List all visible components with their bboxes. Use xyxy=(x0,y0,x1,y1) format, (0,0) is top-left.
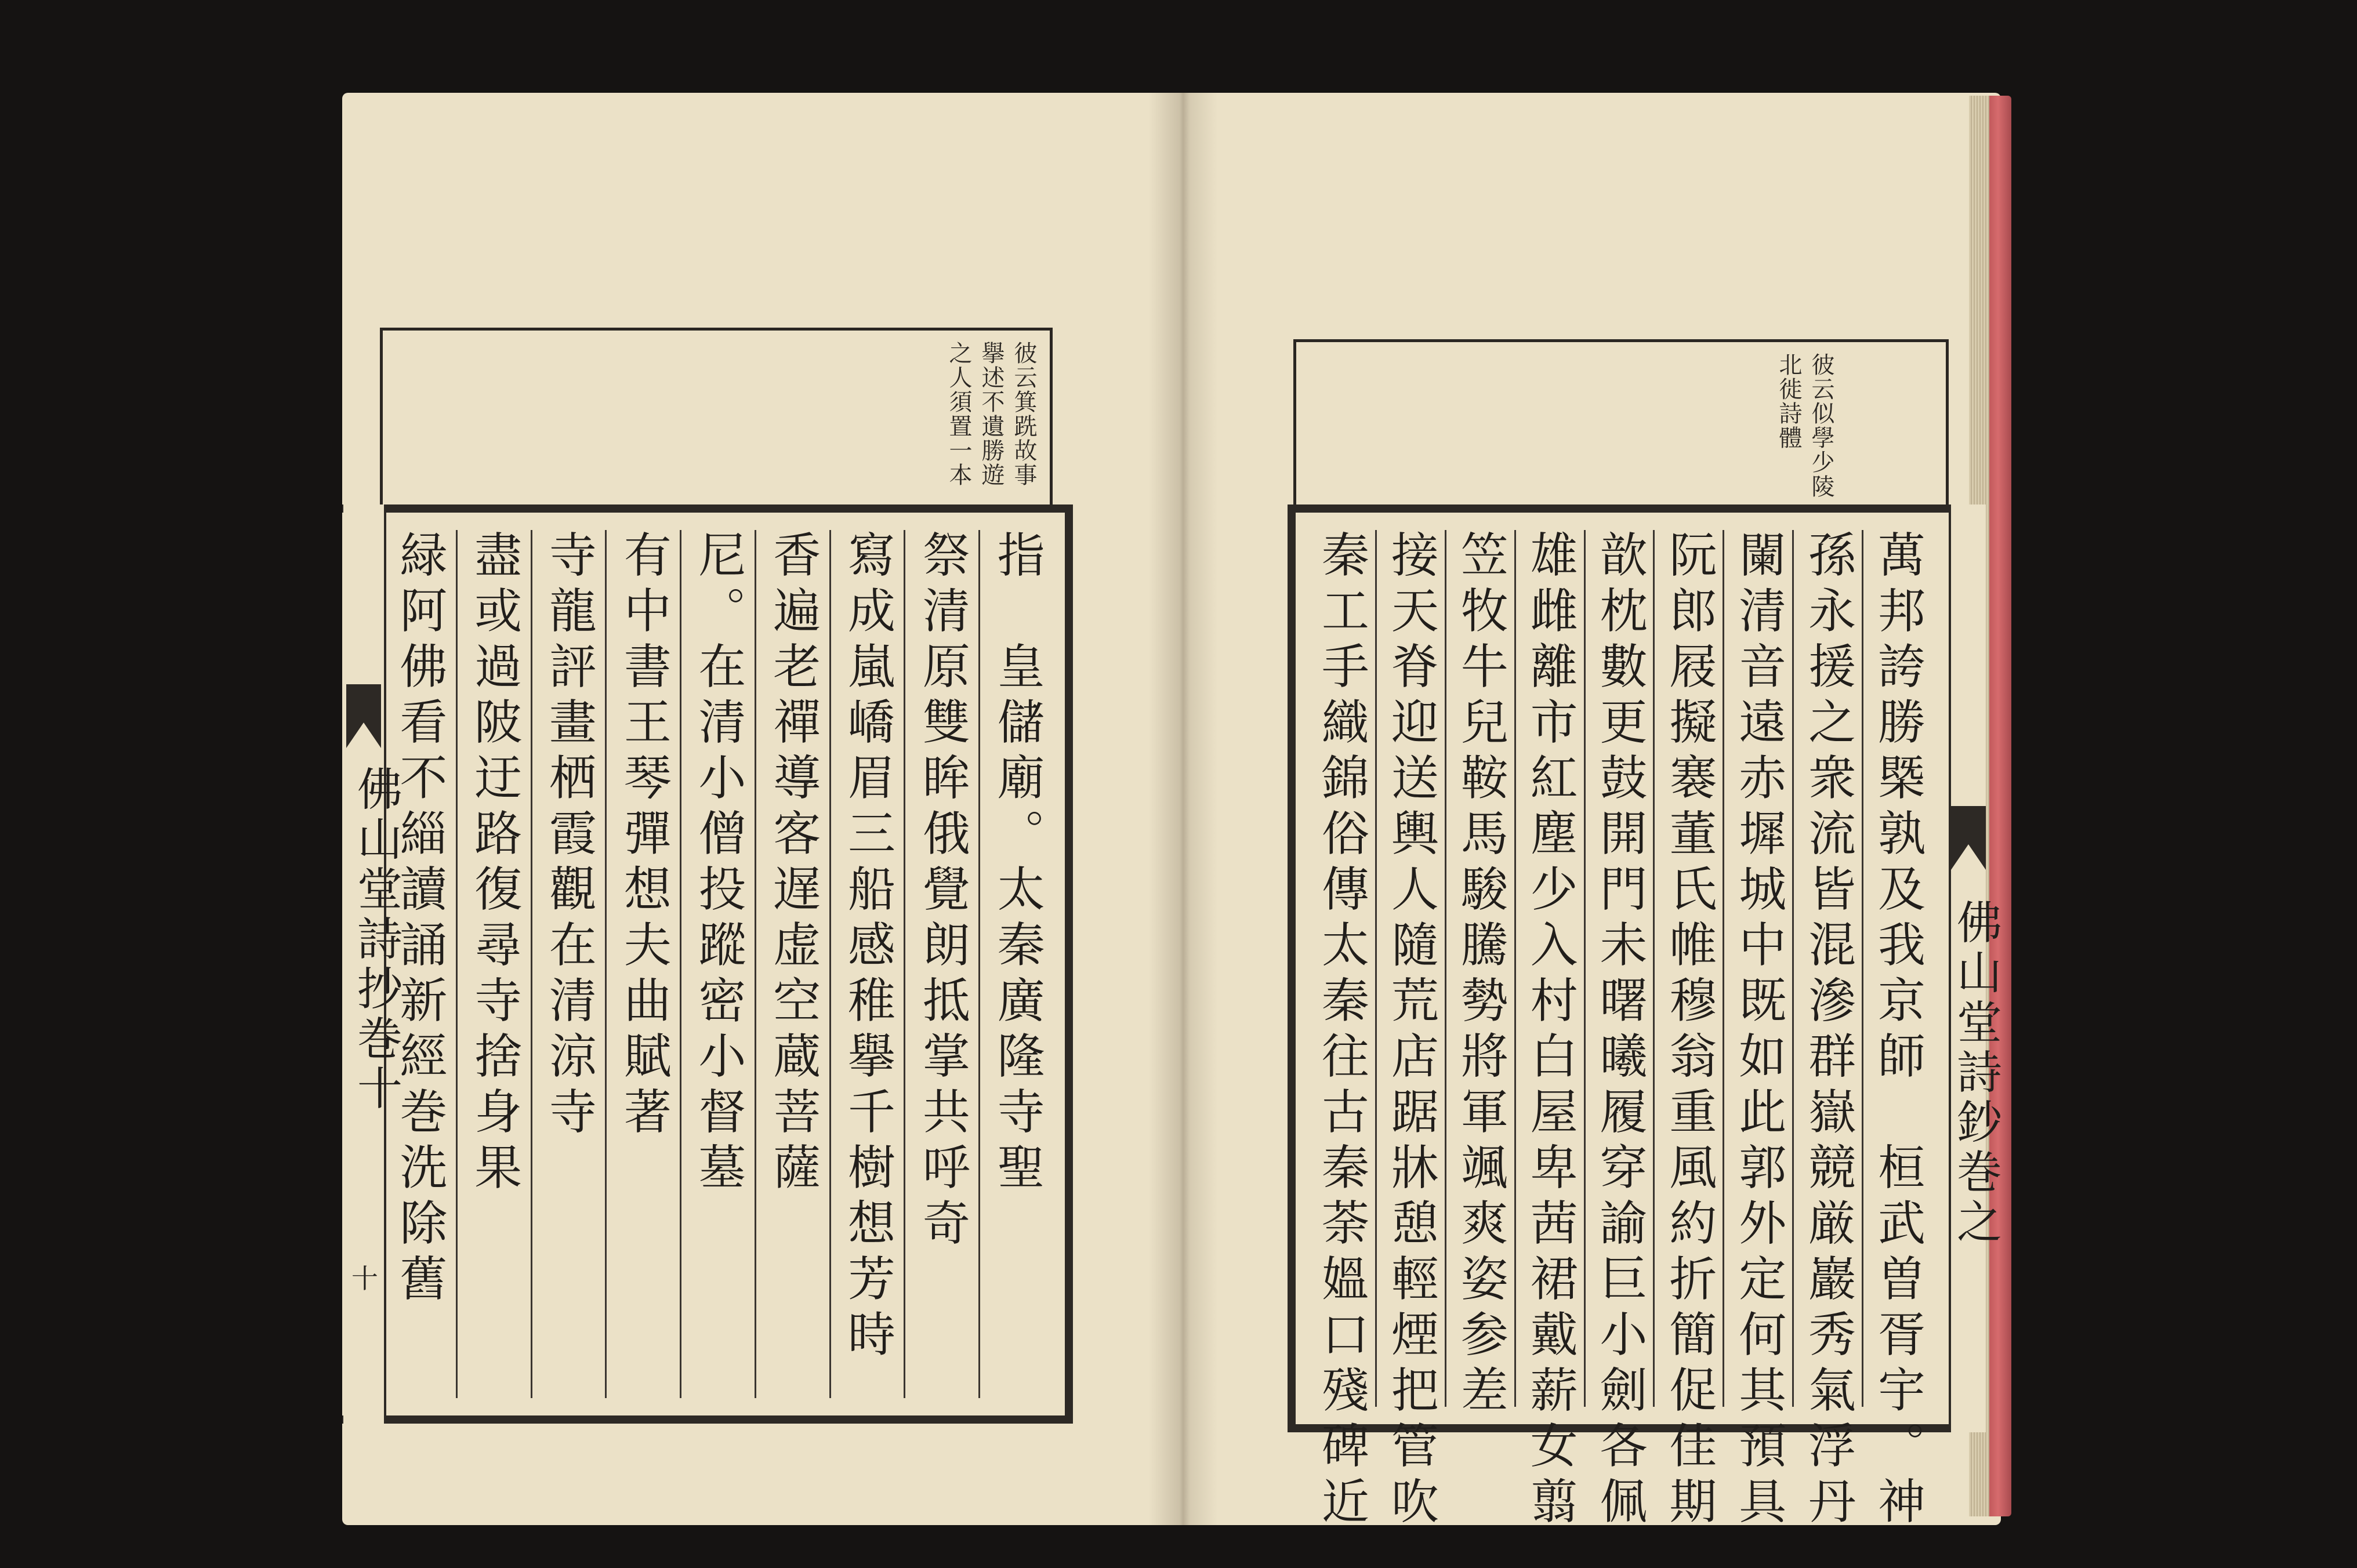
spine-title: 佛山堂詩鈔巻之 xyxy=(1949,899,2001,1248)
note-column: 彼云箕跣故事 xyxy=(1010,341,1037,487)
text-column xyxy=(1862,530,1931,1532)
right-page-spine xyxy=(1949,504,2001,1432)
right-text-columns xyxy=(1307,530,1931,1532)
text-column xyxy=(1584,530,1653,1532)
text-column xyxy=(456,530,531,1398)
text-column xyxy=(680,530,755,1398)
column-text: 孫永援之衆流皆混滲群嶽競厳巖秀氣浮丹 xyxy=(1800,530,1856,1532)
text-column xyxy=(1375,530,1445,1532)
note-column: 擧述不遺勝遊 xyxy=(978,341,1005,487)
red-fore-edge xyxy=(1989,96,2011,1516)
column-text: 盡或過陂迂路復尋寺捨身果 xyxy=(466,530,522,1198)
left-marginal-note-box xyxy=(380,328,1053,504)
column-text: 寫成嵐嶠眉三船感稚擧千樹想芳時 xyxy=(840,530,895,1365)
column-text: 有中書王琴彈想夫曲賦著 xyxy=(616,530,672,1142)
text-column xyxy=(605,530,680,1398)
right-marginal-note-box xyxy=(1293,339,1949,510)
left-text-frame xyxy=(342,504,1073,1424)
column-text: 闌清音遠赤墀城中既如此郭外定何其預具 xyxy=(1731,530,1786,1532)
column-text: 緑阿佛看不緇讀誦新經巻洗除舊 xyxy=(391,530,447,1309)
column-text: 指 皇儲廟。太秦廣隆寺聖 xyxy=(989,530,1045,1198)
text-column xyxy=(1307,530,1375,1532)
note-column: 彼云似學少陵 xyxy=(1808,353,1834,499)
left-marginal-note xyxy=(944,341,1038,487)
column-text: 笠牧牛兒鞍馬駿騰勢將軍颯爽姿参差 xyxy=(1453,530,1509,1421)
spine-title: 佛山堂詩抄巻十 xyxy=(350,765,402,1115)
text-column xyxy=(978,530,1053,1398)
fishtail-mark-icon xyxy=(1951,806,1986,870)
column-text: 阮郎屐擬褰董氏帷穆翁重風約折簡促佳期 xyxy=(1661,530,1717,1532)
text-column xyxy=(1653,530,1723,1532)
column-text: 接天脊迎送輿人隨荒店踞牀憩輕煙把管吹 xyxy=(1383,530,1439,1532)
folio-number: 十 xyxy=(351,1263,378,1294)
text-column xyxy=(1445,530,1514,1421)
text-column xyxy=(829,530,904,1398)
text-column xyxy=(1792,530,1862,1532)
column-text: 寺龍評畫栖霞觀在清涼寺 xyxy=(541,530,597,1142)
column-text: 萬邦誇勝槩孰及我京師 桓武曽胥宇。神 xyxy=(1870,530,1926,1532)
text-column xyxy=(1723,530,1792,1532)
note-column: 北徙詩體 xyxy=(1775,353,1802,450)
left-text-columns xyxy=(383,530,1053,1398)
book-gutter xyxy=(1148,93,1218,1525)
note-column: 之人須置一本 xyxy=(945,341,972,487)
column-text: 香遍老禪導客遅虚空蔵菩薩 xyxy=(765,530,821,1198)
text-column xyxy=(1514,530,1584,1532)
right-marginal-note xyxy=(1774,353,1836,499)
left-page-spine xyxy=(343,504,402,1424)
text-column xyxy=(755,530,829,1398)
column-text: 雄雌離市紅塵少入村白屋卑茜裙戴薪女翦 xyxy=(1522,530,1578,1532)
column-text: 祭清原雙眸俄覺朗抵掌共呼奇 xyxy=(915,530,970,1254)
right-text-frame xyxy=(1288,504,1966,1532)
column-text: 尼。在清小僧投蹤密小督墓 xyxy=(690,530,746,1198)
fishtail-mark-icon xyxy=(346,684,381,748)
column-text: 歆枕數更鼓開門未曙曦履穿諭巨小劍各佩 xyxy=(1591,530,1647,1532)
text-column xyxy=(531,530,605,1398)
text-column xyxy=(904,530,978,1398)
column-text: 秦工手織錦俗傳太秦往古秦荼媼口殘碑近 xyxy=(1314,530,1369,1532)
